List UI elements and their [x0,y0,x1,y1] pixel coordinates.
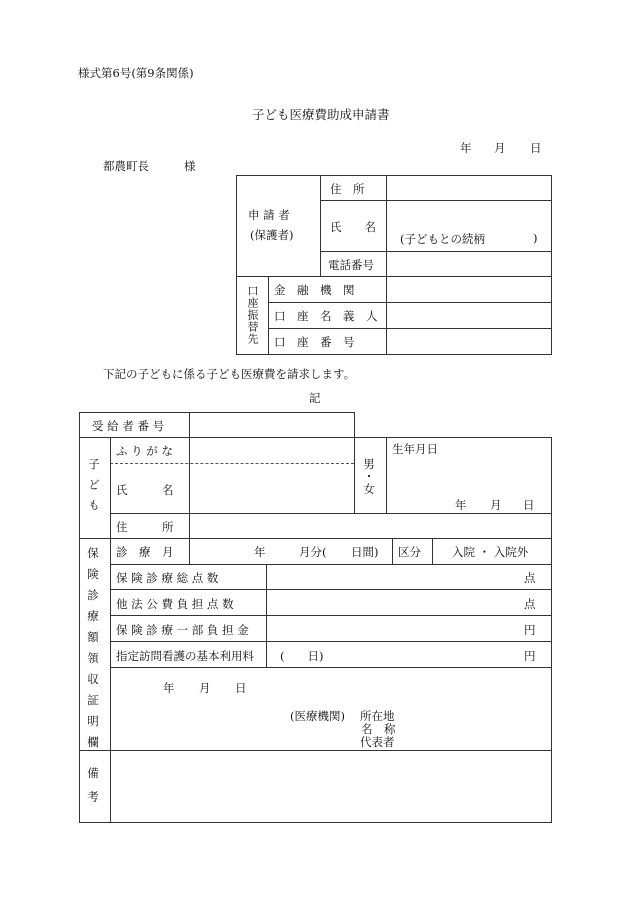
applicant-name-label: 氏 名 [330,220,376,234]
total-points-label: 保 険 診 療 総 点 数 [116,571,219,585]
copay-input[interactable] [270,619,519,640]
bank-label: 金 融 機 関 [274,283,355,297]
child-address-input[interactable] [192,516,551,537]
phone-label: 電話番号 [328,258,374,272]
copay-unit: 円 [524,623,536,637]
addressee: 都農町長 [103,159,149,173]
recipient-number-label: 受 給 者 番 号 [92,419,165,433]
dob-tsuki: 月 [490,498,502,512]
home-nursing-fee-input[interactable] [330,645,519,666]
copay-label: 保 険 診 療 一 部 負 担 金 [116,623,249,637]
total-points-unit: 点 [524,571,536,585]
applicant-address-label: 住 所 [330,182,365,196]
treatment-month-bun: 月分( [299,545,327,559]
furigana-label: ふ り が な [116,444,173,458]
child-name-input[interactable] [192,470,354,508]
child-name-label: 氏 名 [116,483,174,497]
other-public-points-label: 他 法 公 費 負 担 点 数 [116,597,234,611]
account-number-input[interactable] [389,331,551,353]
relationship-label: (子どもとの続柄 [400,232,485,246]
home-nursing-fee-label: 指定訪問看護の基本利用料 [116,649,254,663]
applicant-address-input[interactable] [389,178,551,199]
recipient-number-input[interactable] [192,415,354,436]
phone-input[interactable] [389,254,551,275]
page-title: 子ども医療費助成申請書 [252,107,390,122]
dob-nen: 年 [455,498,467,512]
other-public-points-unit: 点 [524,597,536,611]
cert-date-hi: 日 [235,681,247,695]
treatment-month-nen: 年 [254,545,266,559]
cert-date-tsuki: 月 [199,681,211,695]
institution-label: (医療機関) [290,709,345,723]
treatment-month-label: 診 療 月 [116,545,174,559]
kubun-label: 区分 [398,545,421,559]
date-hi: 日 [530,141,542,155]
form-number: 様式第6号(第9条関係) [78,66,194,80]
addressee-sama: 様 [184,159,196,173]
ki-label: 記 [309,391,321,405]
account-number-label: 口 座 番 号 [274,335,355,349]
applicant-label: 申 請 者 [248,208,290,222]
medical-proof-side-label: 保険診療額領収証明欄 [86,547,100,757]
relationship-close: ) [533,231,538,245]
bank-input[interactable] [389,279,551,301]
remarks-input[interactable] [114,754,550,820]
total-points-input[interactable] [270,567,519,588]
request-text: 下記の子どもに係る子ども医療費を請求します。 [103,367,356,381]
home-nursing-days: ( 日) [280,649,324,663]
inpatient-outpatient-select[interactable]: 入院 ・ 入院外 [452,545,529,559]
institution-location-label: 所在地 [360,709,395,723]
treatment-days: 日間) [351,545,379,559]
applicant-guardian-label: (保護者) [250,228,294,242]
dob-label: 生年月日 [392,442,438,456]
institution-rep-label: 代表者 [360,735,395,749]
account-holder-label: 口 座 名 義 人 [274,309,378,323]
applicant-name-input[interactable] [389,203,551,227]
child-address-label: 住 所 [116,520,174,534]
child-section-label: 子ども [87,458,101,520]
dob-hi: 日 [523,498,535,512]
remarks-label: 備考 [86,767,100,814]
institution-name-label: 名 称 [361,722,396,736]
other-public-points-input[interactable] [270,593,519,614]
home-nursing-fee-unit: 円 [524,649,536,663]
account-transfer-label: 口座振替先 [246,285,259,345]
cert-date-nen: 年 [163,681,175,695]
furigana-input[interactable] [192,440,354,461]
date-nen: 年 [460,141,472,155]
date-tsuki: 月 [494,141,506,155]
account-holder-input[interactable] [389,305,551,327]
sex-select[interactable]: 男・女 [362,458,376,496]
